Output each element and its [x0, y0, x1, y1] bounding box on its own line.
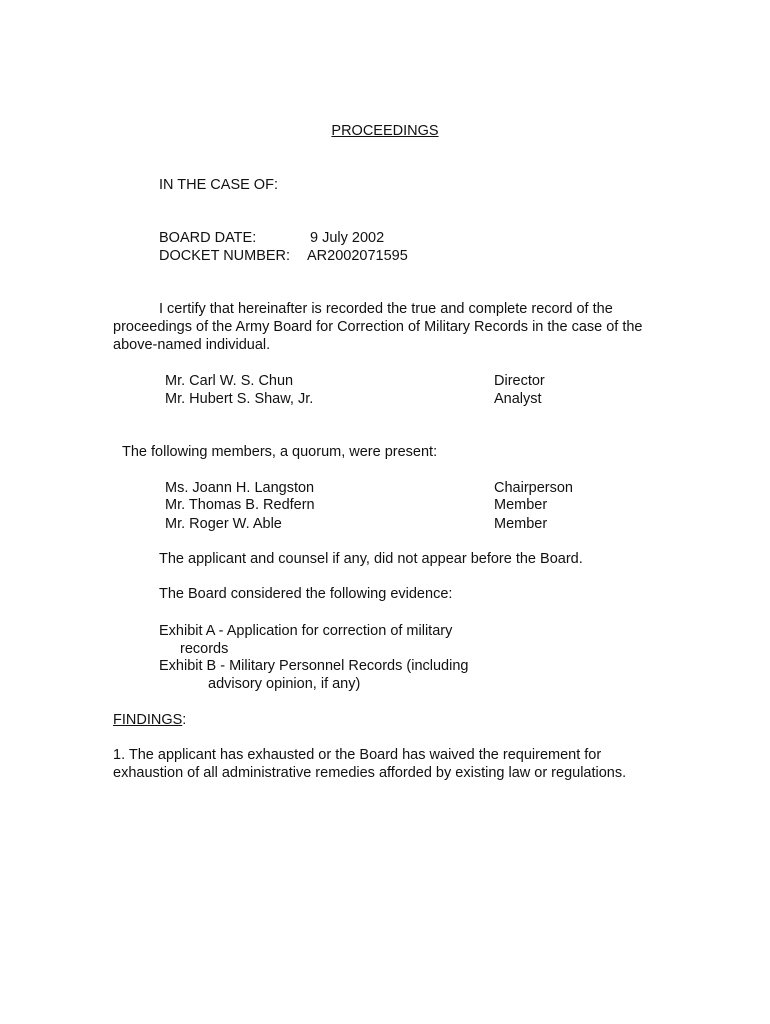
case-label: IN THE CASE OF: — [159, 177, 278, 193]
staff-name: Mr. Carl W. S. Chun — [165, 373, 294, 389]
member-name: Mr. Roger W. Able — [165, 516, 282, 532]
quorum-statement: The following members, a quorum, were present: — [122, 444, 438, 460]
member-name: Mr. Thomas B. Redfern — [165, 497, 315, 513]
docket-number-value: AR2002071595 — [307, 248, 408, 264]
finding-1: 1. The applicant has exhausted or the Board has waived the requirement for exhaustion of all administrative remedies afforded by existing law or regulations. — [113, 747, 627, 781]
member-role: Member — [494, 497, 548, 513]
board-date-label: BOARD DATE: — [159, 230, 257, 246]
staff-role: Analyst — [494, 391, 542, 407]
docket-number-label: DOCKET NUMBER: — [159, 248, 291, 264]
exhibit-b: Exhibit B - Military Personnel Records (including — [159, 658, 469, 674]
member-role: Member — [494, 516, 548, 532]
exhibit-a-continuation: records — [180, 641, 229, 657]
staff-role: Director — [494, 373, 545, 389]
findings-heading-colon: : — [182, 712, 187, 728]
exhibit-b-continuation: advisory opinion, if any) — [208, 676, 361, 692]
evidence-statement: The Board considered the following evidence: — [159, 586, 453, 602]
board-date-value: 9 July 2002 — [310, 230, 385, 246]
member-role: Chairperson — [494, 480, 573, 496]
findings-heading-text: FINDINGS — [113, 712, 183, 728]
page-title: PROCEEDINGS — [331, 123, 439, 139]
exhibit-a: Exhibit A - Application for correction of military — [159, 623, 453, 639]
member-name: Ms. Joann H. Langston — [165, 480, 315, 496]
staff-name: Mr. Hubert S. Shaw, Jr. — [165, 391, 314, 407]
certification-paragraph: I certify that hereinafter is recorded the true and complete record of the proceedings of the Army Board for Correction of Military Records in the case of the above-named individual. — [113, 301, 643, 353]
appearance-statement: The applicant and counsel if any, did not appear before the Board. — [159, 551, 583, 567]
findings-heading — [113, 711, 186, 729]
